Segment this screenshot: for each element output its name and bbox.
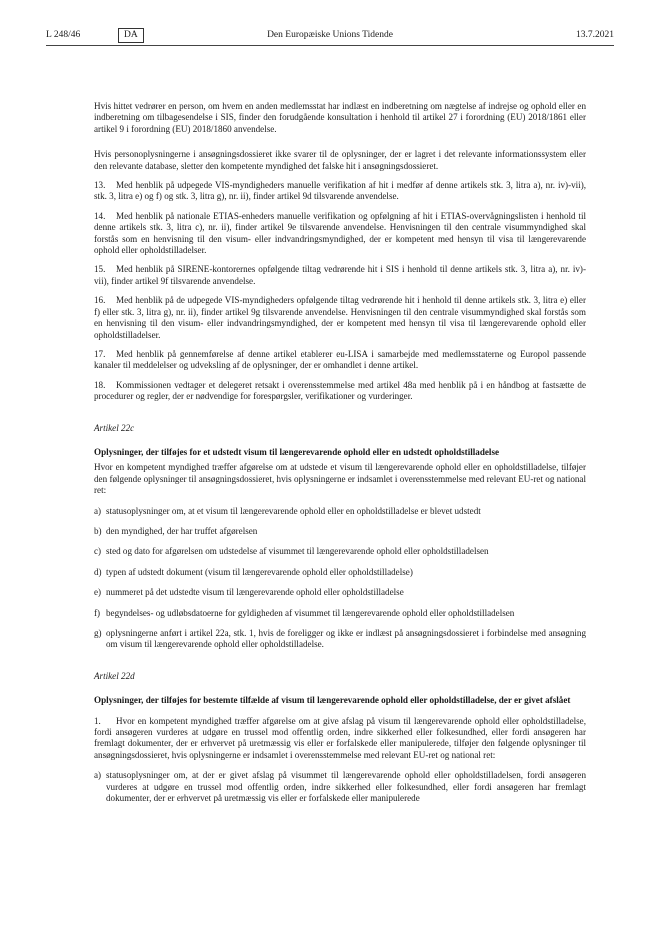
list-item-label: d) <box>94 566 102 577</box>
article-22c-intro: Hvor en kompetent myndighed træffer afgørelse om at udstede et visum til længerevarende ophold eller en opholdstilladelse, tilføjer den følgende oplysninger til ansøgningsdossieret, hvis oplysningerne er indsamlet i overensstemmelse med relevant EU-ret og national ret: <box>94 462 586 496</box>
intro-paragraph-2: Hvis personoplysningerne i ansøgningsdossieret ikke svarer til de oplysninger, der er lagret i det relevante informationssystem eller den relevante database, sletter den kompetente myndighed det falske hit i ansøgningsdossieret. <box>94 149 586 171</box>
list-item-text: statusoplysninger om, at et visum til længerevarende ophold eller en opholdstilladelse er blevet udstedt <box>106 505 481 516</box>
paragraph-text: Med henblik på nationale ETIAS-enheders manuelle verifikation og opfølgning af hit i ETIAS-overvågningslisten i henhold til denne artikels stk. 3, litra c), nr. ii), finder artikel 9e tilsvarende anvendelse. Henvisningen til den centrale visummyndighed skal forstås som en henvisning til den visum- eller indvandringsmyndighed, der er kompetent med hensyn til visa til længerevarende ophold eller opholdstilladelser. <box>94 210 586 256</box>
list-item-text: nummeret på det udstedte visum til længerevarende ophold eller opholdstilladelse <box>106 587 404 598</box>
list-item-text: oplysningerne anført i artikel 22a, stk. 1, hvis de foreligger og ikke er indlæst på ansøgningsdossieret i forbindelse med ansøgning om visum til længerevarende ophold eller opholdstilladelse. <box>106 628 586 650</box>
list-item <box>94 608 586 619</box>
list-item <box>94 628 586 651</box>
paragraph-text: Hvor en kompetent myndighed træffer afgørelse om at give afslag på visum til længerevarende ophold eller opholdstilladelse, fordi ansøgeren vurderes at udgøre en trussel mod offentlig orden, indre sikkerhed eller folkesundhed, eller fordi ansøgeren har fremlagt dokumenter, der er erhvervet på uretmæssig vis eller er forfalskede eller manipulerede, tilføjer den følgende oplysninger til ansøgningsdossieret, hvis oplysningerne er indsamlet i overensstemmelse med relevant EU-ret og national ret: <box>94 715 586 760</box>
journal-title: Den Europæiske Unions Tidende <box>267 30 393 40</box>
list-item-label: f) <box>94 607 101 618</box>
paragraph-text: Med henblik på de udpegede VIS-myndigheders opfølgende tiltag vedrørende hit i henhold til denne artikels stk. 3, litra e) eller f) eller stk. 3, litra g), nr. ii), finder artikel 9g tilsvarende anvendelse. Henvisningen til den centrale visummyndighed skal forstås som en henvisning til den visum- eller indvandringsmyndighed, der er kompetent med hensyn til visa til længerevarende ophold eller opholdstilladelser. <box>94 295 586 340</box>
document-body <box>94 101 586 804</box>
language-badge: DA <box>118 28 144 43</box>
page-reference: L 248/46 <box>46 30 81 40</box>
paragraph-number: 13. <box>94 180 106 191</box>
article-22c-label: Artikel 22c <box>94 422 135 433</box>
list-item-label: a) <box>94 770 102 781</box>
list-item-text: statusoplysninger om, at der er givet afslag på visummet til længerevarende ophold eller opholdstilladelsen, fordi ansøgeren vurderes at udgøre en trussel mod offentlig orden, indre sikkerhed eller folkesundhed, eller fordi ansøgeren har fremlagt dokumenter, der er erhvervet på uretmæssig vis eller er forfalskede eller manipulerede <box>106 770 586 804</box>
list-item-label: a) <box>94 505 102 516</box>
page-header <box>46 28 614 44</box>
paragraph-text: Med henblik på gennemførelse af denne artikel etablerer eu-LISA i samarbejde med medlemsstaterne og Europol passende kanaler til meddelelser og udveksling af de oplysninger, der er omhandlet i denne artikel. <box>94 348 586 371</box>
paragraph-number: 17. <box>94 348 106 359</box>
paragraph-number: 16. <box>94 295 106 306</box>
article-22d-title: Oplysninger, der tilføjes for bestemte tilfælde af visum til længerevarende ophold eller opholdstilladelse, der er givet afslået <box>94 695 571 706</box>
list-item-text: typen af udstedt dokument (visum til længerevarende ophold eller opholdstilladelse) <box>106 566 413 577</box>
numbered-paragraph-13 <box>94 180 586 203</box>
header-rule <box>46 45 614 46</box>
paragraph-text: Med henblik på udpegede VIS-myndigheders manuelle verifikation af hit i medfør af denne artikels stk. 3, litra a), nr. iv)-vii), stk. 3, litra e) og f) og stk. 3, litra g), nr. ii), finder artikel 9d tilsvarende anvendelse. <box>94 180 586 202</box>
list-item-label: g) <box>94 628 102 638</box>
list-item <box>94 770 586 804</box>
numbered-paragraph-14 <box>94 211 586 257</box>
paragraph-text: Med henblik på SIRENE-kontorernes opfølgende tiltag vedrørende hit i SIS i henhold til denne artikels stk. 3, litra a), nr. iv)-vii), finder artikel 9f tilsvarende anvendelse. <box>94 264 586 286</box>
paragraph-number: 18. <box>94 379 106 390</box>
list-item <box>94 587 586 598</box>
numbered-paragraph-18 <box>94 380 586 403</box>
list-item-text: begyndelses- og udløbsdatoerne for gyldigheden af visummet til længerevarende ophold eller opholdstilladelsen <box>106 607 515 618</box>
list-item-text: sted og dato for afgørelsen om udstedelse af visummet til længerevarende ophold eller opholdstilladelsen <box>106 546 489 557</box>
list-item-label: e) <box>94 587 102 598</box>
numbered-paragraph-15 <box>94 264 586 287</box>
paragraph-number: 15. <box>94 264 106 275</box>
list-item-label: c) <box>94 546 102 557</box>
paragraph-number: 14. <box>94 210 106 221</box>
article-22d-label: Artikel 22d <box>94 670 135 681</box>
list-item <box>94 567 586 578</box>
list-item-text: den myndighed, der har truffet afgørelsen <box>106 525 258 536</box>
numbered-paragraph-17 <box>94 349 586 372</box>
list-item <box>94 526 586 537</box>
paragraph-number: 1. <box>94 715 101 726</box>
list-item <box>94 506 586 517</box>
article-22d-paragraph-1 <box>94 716 586 762</box>
publication-date: 13.7.2021 <box>576 30 614 40</box>
paragraph-text: Kommissionen vedtager et delegeret retsakt i overensstemmelse med artikel 48a med henblik på i en håndbog at fastsætte de procedurer og regler, der er nødvendige for forespørgsler, verifikationer og vurderinger. <box>94 379 586 402</box>
list-item <box>94 546 586 557</box>
article-22c-title: Oplysninger, der tilføjes for et udstedt visum til længerevarende ophold eller en udstedt opholdstilladelse <box>94 446 500 457</box>
list-item-label: b) <box>94 525 102 536</box>
numbered-paragraph-16 <box>94 295 586 341</box>
intro-paragraph-1: Hvis hittet vedrører en person, om hvem en anden medlemsstat har indlæst en indberetning om nægtelse af indrejse og ophold eller en indberetning om tilbagesendelse i SIS, finder den forudgående konsultation i henhold til artikel 27 i forordning (EU) 2018/1861 eller artikel 9 i forordning (EU) 2018/1860 anvendelse. <box>94 101 586 134</box>
